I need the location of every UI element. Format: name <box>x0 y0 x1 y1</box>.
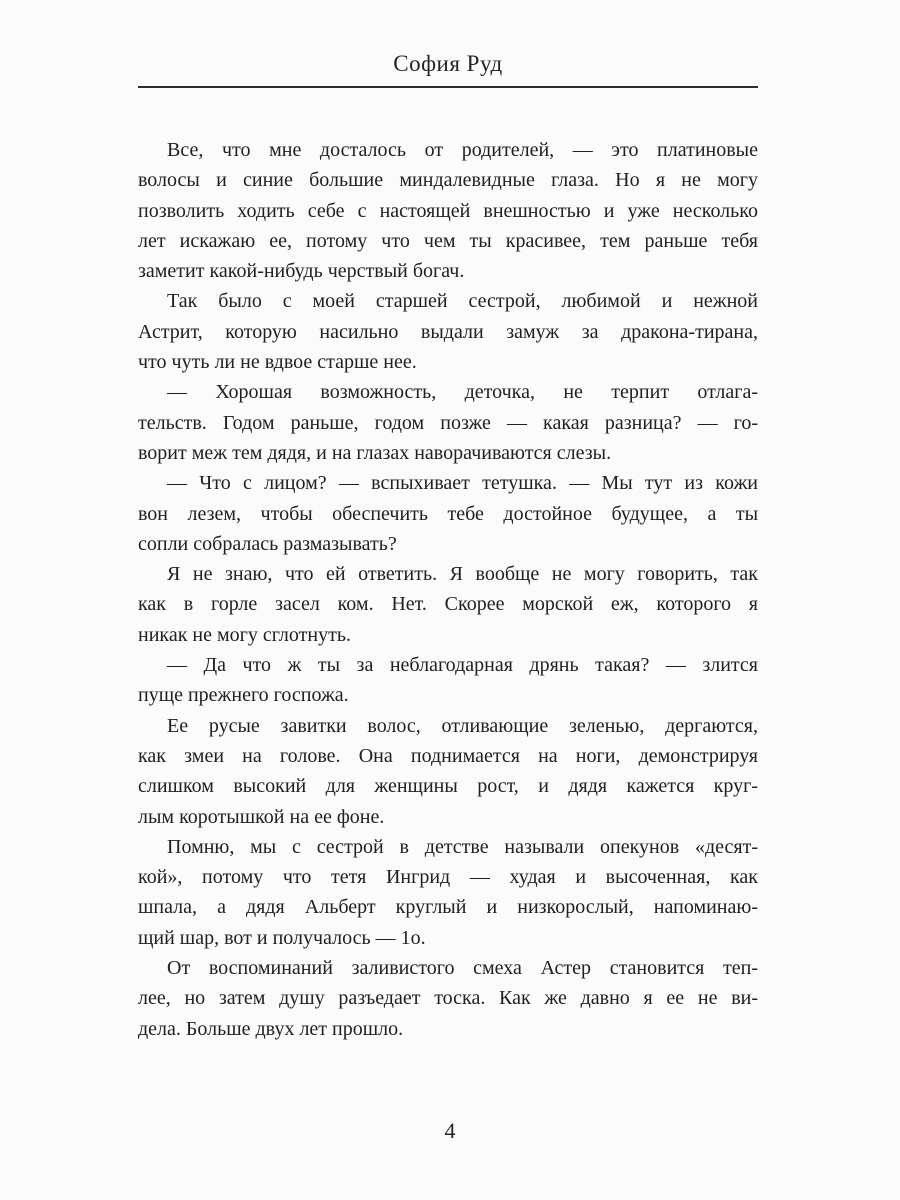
text-line: Все, что мне досталось от родителей, — это платиновые <box>167 139 758 161</box>
paragraph <box>138 559 758 650</box>
paragraph <box>138 711 758 832</box>
text-line: слишком высокий для женщины рост, и дядя кажется круг- <box>138 775 758 798</box>
text-line: Астрит, которую насильно выдали замуж за дракона-тирана, <box>138 320 758 343</box>
text-line: От воспоминаний заливистого смеха Астер становится теп- <box>167 957 758 980</box>
text-line: Так было с моей старшей сестрой, любимой и нежной <box>167 290 758 313</box>
text-line: щий шар, вот и получалось — 1о. <box>138 926 426 949</box>
text-block <box>138 135 758 1044</box>
text-line: Помню, мы с сестрой в детстве называли опекунов «десят- <box>167 835 758 858</box>
paragraph <box>138 953 758 1044</box>
text-line: — Что с лицом? — вспыхивает тетушка. — Мы тут из кожи <box>167 472 758 495</box>
text-line: сопли собралась размазывать? <box>138 532 397 555</box>
content-column <box>138 0 758 1044</box>
text-line: позволить ходить себе с настоящей внешностью и уже несколько <box>138 199 758 222</box>
page-number: 4 <box>444 1118 456 1143</box>
text-line: — Да что ж ты за неблагодарная дрянь такая? — злится <box>167 654 758 677</box>
text-line: Я не знаю, что ей ответить. Я вообще не могу говорить, так <box>167 563 758 586</box>
text-line: никак не могу сглотнуть. <box>138 623 351 646</box>
text-line: лее, но затем душу разъедает тоска. Как же давно я ее не ви- <box>138 987 758 1010</box>
text-line: как змеи на голове. Она поднимается на ноги, демонстрируя <box>138 744 758 767</box>
paragraph <box>138 832 758 953</box>
text-line: шпала, а дядя Альберт круглый и низкорослый, напоминаю- <box>138 896 758 919</box>
text-line: тельств. Годом раньше, годом позже — какая разница? — го- <box>138 411 758 434</box>
text-line: волосы и синие большие миндалевидные глаза. Но я не могу <box>138 169 758 192</box>
paragraph <box>138 286 758 377</box>
text-line: пуще прежнего госпожа. <box>138 684 349 707</box>
text-line: заметит какой-нибудь черствый богач. <box>138 260 465 283</box>
text-line: лет искажаю ее, потому что чем ты красивее, тем раньше тебя <box>138 229 758 252</box>
text-line: кой», потому что тетя Ингрид — худая и высоченная, как <box>138 866 758 889</box>
text-line: ворит меж тем дядя, и на глазах наворачиваются слезы. <box>138 441 612 464</box>
text-line: лым коротышкой на ее фоне. <box>138 805 385 828</box>
paragraph <box>138 650 758 711</box>
text-line: дела. Больше двух лет прошло. <box>138 1017 404 1040</box>
text-line: вон лезем, чтобы обеспечить тебе достойное будущее, а ты <box>138 502 758 525</box>
text-line: Ее русые завитки волос, отливающие зеленью, дергаются, <box>167 714 758 737</box>
paragraph <box>138 377 758 468</box>
text-line: как в горле засел ком. Нет. Скорее морской еж, которого я <box>138 593 758 616</box>
text-line: — Хорошая возможность, деточка, не терпит отлага- <box>167 381 758 404</box>
page-header <box>138 51 758 88</box>
header-rule-divider <box>138 86 758 88</box>
running-head-author: София Руд <box>393 51 503 76</box>
paragraph <box>138 135 758 286</box>
text-line: что чуть ли не вдвое старше нее. <box>138 351 417 374</box>
paragraph <box>138 468 758 559</box>
